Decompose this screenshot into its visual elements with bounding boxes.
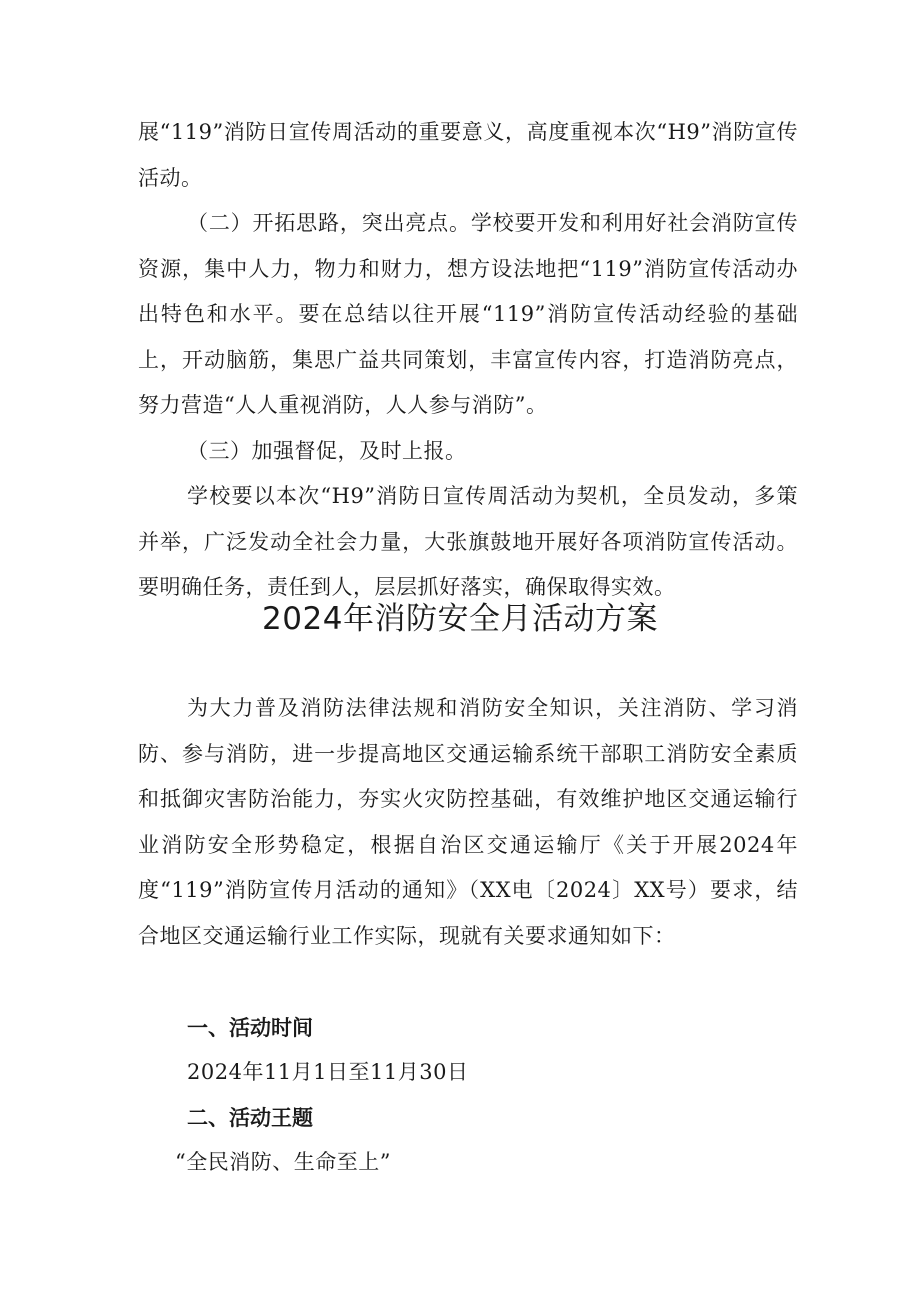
section-2-body: “全民消防、生命至上” — [175, 1150, 391, 1174]
section-2-heading: 二、活动王题 — [187, 1105, 313, 1130]
document-title: 2024年消防安全月活动方案 — [262, 601, 658, 637]
continuation-paragraph-4: 学校要以本次“H9”消防日宣传周活动为契机，全员发动，多策并举，广泛发动全社会力量，大张旗鼓地开展好各项消防宣传活动。要明确任务，责任到人，层层抓好落实，确保取得实效。 — [138, 484, 798, 600]
continuation-paragraph-3: （三）加强督促，及时上报。 — [187, 439, 467, 463]
intro-paragraph: 为大力普及消防法律法规和消防安全知识，关注消防、学习消防、参与消防，进一步提高地区交通运输系统干部职工消防安全素质和抵御灾害防治能力，夯实火灾防控基础，有效维护地区交通运输行业消防安全形势稳定，根据自治区交通运输厅《关于开展2024年度“119”消防宣传月活动的通知》（XX电〔2024〕XX号）要求，结合地区交通运输行业工作实际，现就有关要求通知如下： — [138, 696, 798, 948]
continuation-paragraph-1: 展“119”消防日宣传周活动的重要意义，高度重视本次“H9”消防宣传活动。 — [138, 120, 798, 190]
section-1-body: 2024年11月1日至11月30日 — [187, 1060, 469, 1084]
continuation-paragraph-2: （二）开拓思路，突出亮点。学校要开发和利用好社会消防宣传资源，集中人力，物力和财力，想方设法地把“119”消防宣传活动办出特色和水平。要在总结以往开展“119”消防宣传活动经验的基础上，开动脑筋，集思广益共同策划，丰富宣传内容，打造消防亮点，努力营造“人人重视消防，人人参与消防”。 — [138, 211, 798, 418]
section-1-heading: 一、活动时间 — [187, 1015, 313, 1040]
